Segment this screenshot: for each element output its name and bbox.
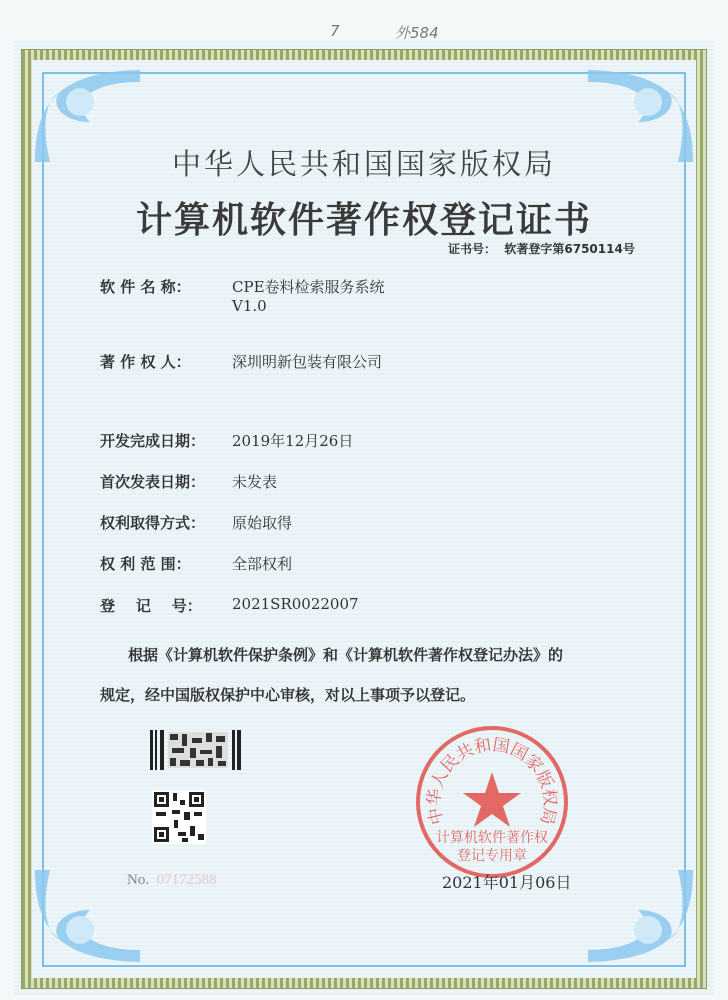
field-label: 登 记 号：	[100, 597, 202, 615]
field-label: 权 利 范 围：	[100, 555, 191, 573]
svg-text:中华人民共和国国家版权局: 中华人民共和国国家版权局	[424, 735, 560, 827]
statement-line-2: 规定，经中国版权保护中心审核，对以上事项予以登记。	[100, 686, 476, 704]
software-version: V1.0	[232, 297, 267, 315]
field-label: 首次发表日期：	[100, 473, 206, 491]
acquisition-method: 原始取得	[232, 514, 293, 532]
serial-value: 07172588	[156, 872, 217, 888]
publish-date: 未发表	[232, 473, 278, 491]
svg-text:登记专用章: 登记专用章	[457, 848, 527, 864]
barcode	[150, 730, 242, 770]
official-seal	[412, 722, 572, 882]
qr-code	[152, 790, 206, 844]
issue-date: 2021年01月06日	[442, 873, 572, 892]
statement-line-1: 根据《计算机软件保护条例》和《计算机软件著作权登记办法》的	[128, 646, 564, 664]
software-name: CPE卷料检索服务系统	[232, 278, 385, 296]
cert-no-value: 软著登字第6750114号	[504, 242, 635, 256]
cert-no-label: 证书号：	[448, 242, 497, 256]
completion-date: 2019年12月26日	[232, 432, 354, 450]
copyright-owner: 深圳明新包装有限公司	[232, 353, 383, 371]
issuer-title: 中华人民共和国国家版权局	[171, 147, 556, 181]
rights-scope: 全部权利	[232, 555, 293, 573]
field-label: 权利取得方式：	[100, 514, 206, 532]
svg-text:计算机软件著作权: 计算机软件著作权	[436, 830, 548, 846]
field-label: 著 作 权 人：	[100, 353, 191, 371]
registration-number: 2021SR0022007	[232, 595, 359, 613]
handwritten-mark: 外584	[395, 24, 439, 42]
handwritten-mark: 7	[330, 22, 340, 40]
serial-label: No.	[127, 872, 150, 888]
field-label: 开发完成日期：	[100, 432, 206, 450]
certificate-number	[448, 240, 635, 257]
field-label: 软 件 名 称：	[100, 278, 191, 296]
ornament-corner-bottom-right	[578, 860, 698, 970]
serial-number	[127, 872, 217, 889]
certificate-title: 计算机软件著作权登记证书	[135, 199, 592, 241]
